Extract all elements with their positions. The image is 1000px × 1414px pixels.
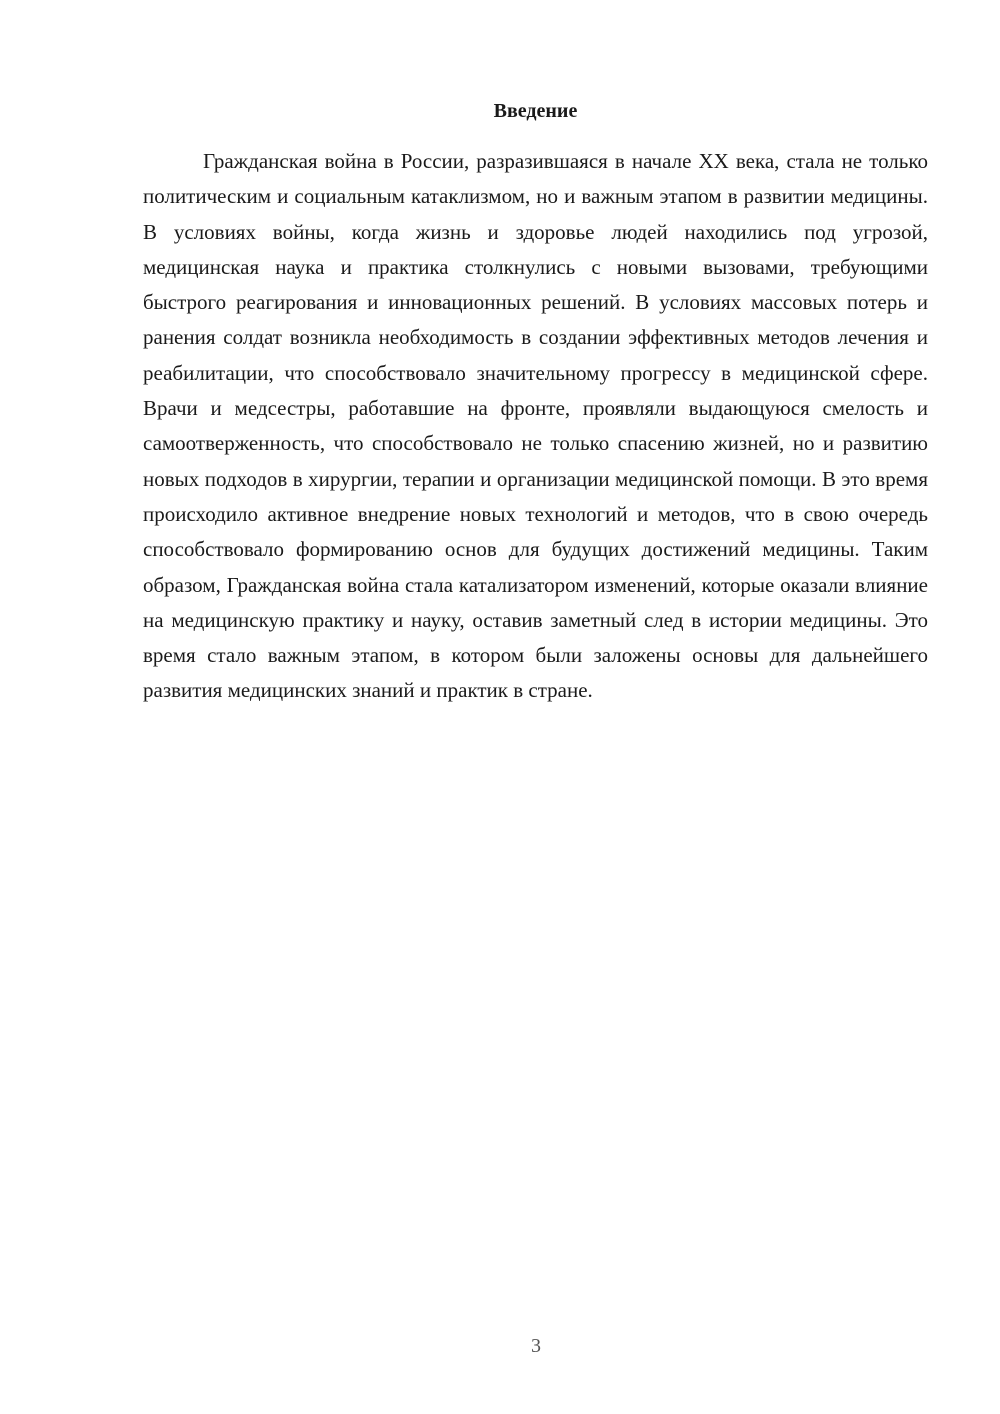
body-paragraph: Гражданская война в России, разразившаяся в начале XX века, стала не только политическим и социальным катаклизмом, но и важным этапом в развитии медицины. В условиях войны, когда жизнь и здоровье людей находились под угрозой, медицинская наука и практика столкнулись с новыми вызовами, требующими быстрого реагирования и инновационных решений. В условиях массовых потерь и ранения солдат возникла необходимость в создании эффективных методов лечения и реабилитации, что способствовало значительному прогрессу в медицинской сфере. Врачи и медсестры, работавшие на фронте, проявляли выдающуюся смелость и самоотверженность, что способствовало не только спасению жизней, но и развитию новых подходов в хирургии, терапии и организации медицинской помощи. В это время происходило активное внедрение новых технологий и методов, что в свою очередь способствовало формированию основ для будущих достижений медицины. Таким образом, Гражданская война стала катализатором изменений, которые оказали влияние на медицинскую практику и науку, оставив заметный след в истории медицины. Это время стало важным этапом, в котором были заложены основы для дальнейшего развития медицинских знаний и практик в стране. — [143, 149, 928, 703]
page-number: 3 — [531, 1335, 541, 1357]
section-heading: Введение — [493, 100, 578, 122]
